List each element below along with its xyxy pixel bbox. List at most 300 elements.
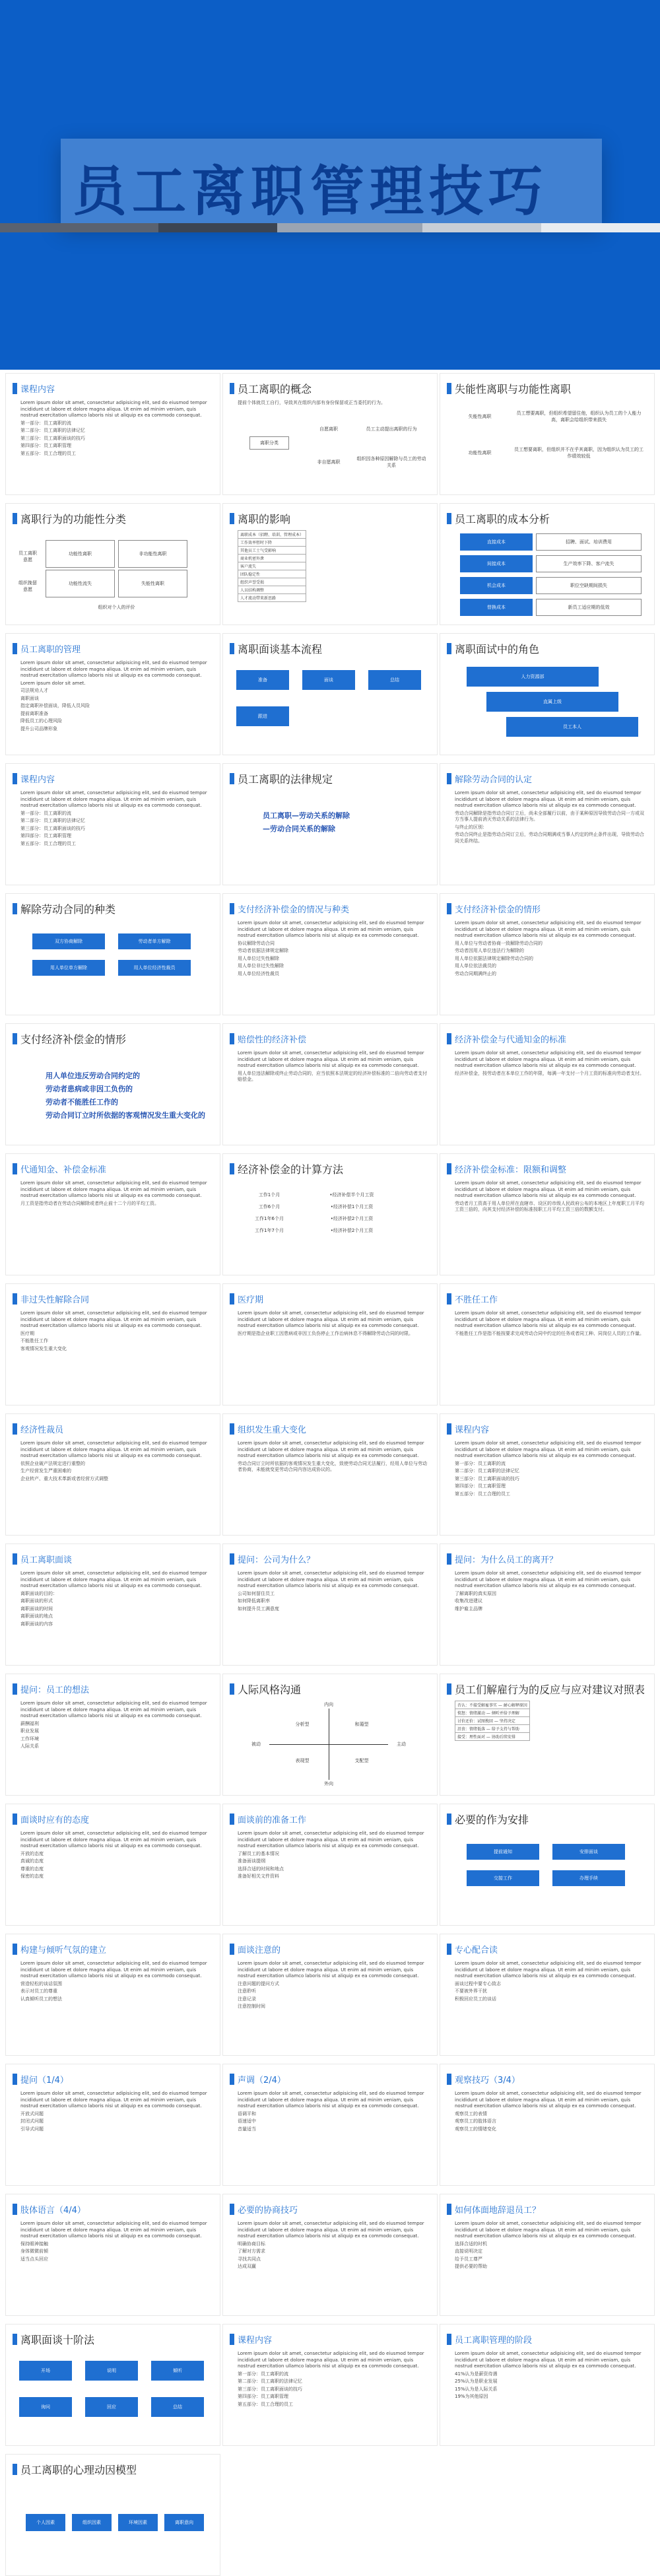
slide-title: 面谈注意的 xyxy=(238,1946,281,1955)
slide-title: 支付经济补偿金的情形 xyxy=(20,1033,127,1046)
model-box: 组织因素 xyxy=(72,2514,112,2531)
pay-label: •经济补偿1个月工资 xyxy=(330,1204,374,1209)
slide-thumbnail[interactable] xyxy=(5,1674,220,1796)
stripe-segment xyxy=(541,223,660,232)
title-marker xyxy=(230,1944,234,1955)
slide-body xyxy=(20,2091,213,2134)
lorem-paragraph: Lorem ipsum dolor sit amet, consectetur adipisicing elit, sed do eiusmod tempor incididunt ut labore et dolore magna aliqua. Ut enim ad minim veniam, quis nostrud exercitation ullamco laboris nisi ut aliquip ex ea commodo consequat. xyxy=(238,2091,424,2109)
body-line: 适当点头回应 xyxy=(20,2256,48,2262)
item-text: 员工想要离职，但组织希望留住他，组织认为员工的个人能力高，离职会给组织带来损失 xyxy=(516,411,642,423)
body-line: 开放的态度 xyxy=(20,1850,44,1856)
slide-thumbnail[interactable] xyxy=(222,373,438,495)
pay-label: •经济补偿半个月工资 xyxy=(329,1192,374,1198)
slide-thumbnail[interactable] xyxy=(440,893,655,1015)
slide-body xyxy=(238,1050,430,1085)
slide-body xyxy=(455,2351,647,2402)
body-line: 营造轻松的谈话氛围 xyxy=(20,1981,62,1986)
body-line: 第二部分：员工离职的法律记忆 xyxy=(20,428,85,433)
body-line: 人际关系 xyxy=(20,1744,39,1749)
slide-title: 如何体面地辞退员工？ xyxy=(455,2206,541,2216)
step-box: 回应 xyxy=(85,2397,138,2417)
title-marker xyxy=(447,1163,451,1174)
headline-line: 劳动者患病或非因工负伤的 xyxy=(46,1085,133,1093)
slide-thumbnail[interactable] xyxy=(440,2194,655,2316)
slide-thumbnail[interactable] xyxy=(222,503,438,625)
slide-title: 赔偿性的经济补偿 xyxy=(238,1035,307,1045)
step-box: 准备 xyxy=(236,670,289,690)
title-marker xyxy=(13,1683,17,1695)
slide-title: 离职面谈基本流程 xyxy=(238,643,323,656)
body-line: 达成双赢 xyxy=(238,2264,256,2269)
slide-body xyxy=(455,1961,647,2004)
body-line: 准备好相关文件资料 xyxy=(238,1874,279,1879)
title-marker xyxy=(447,773,451,784)
body-line: 公司如何留住员工 xyxy=(238,1590,275,1596)
body-line: 用人单位与劳动者协商一致解除劳动合同的 xyxy=(455,940,543,946)
body-line: 离职面谈的地点 xyxy=(20,1613,53,1619)
slide-title: 经济补偿金与代通知金的标准 xyxy=(455,1035,567,1045)
body-line: 第五部分：员工合理的员工 xyxy=(20,450,76,456)
body-line: 用人单位经济性裁员 xyxy=(238,970,279,976)
body-line: 降低员工的心理风险 xyxy=(20,718,62,724)
title-marker xyxy=(447,383,451,394)
slide-thumbnail[interactable] xyxy=(222,633,438,755)
lorem-paragraph: Lorem ipsum dolor sit amet, consectetur adipisicing elit, sed do eiusmod tempor incididunt ut labore et dolore magna aliqua. Ut enim ad minim veniam, quis nostrud exercitation ullamco laboris nisi ut aliquip ex ea commodo consequat. xyxy=(20,1180,207,1198)
lorem-paragraph: Lorem ipsum dolor sit amet, consectetur adipisicing elit, sed do eiusmod tempor incididunt ut labore et dolore magna aliqua. Ut enim ad minim veniam, quis nostrud exercitation ullamco laboris nisi ut aliquip ex ea commodo consequat. xyxy=(455,1310,642,1328)
body-line: 15%认为是人际关系 xyxy=(455,2386,498,2392)
stripe-segment xyxy=(0,223,158,232)
slide-thumbnail[interactable] xyxy=(222,1674,438,1796)
slide-thumbnail[interactable] xyxy=(5,1153,220,1275)
table-cell: 商业机密外泄 xyxy=(238,555,306,562)
body-line: 保密的态度 xyxy=(20,1874,44,1879)
lorem-paragraph: Lorem ipsum dolor sit amet, consectetur adipisicing elit, sed do eiusmod tempor incididunt ut labore et dolore magna aliqua. Ut enim ad minim veniam, quis nostrud exercitation ullamco laboris nisi ut aliquip ex ea commodo consequat. xyxy=(455,790,642,808)
headline-line: 用人单位违反劳动合同约定的 xyxy=(46,1071,140,1080)
slide-thumbnail[interactable] xyxy=(440,2324,655,2446)
lorem-paragraph: Lorem ipsum dolor sit amet, consectetur adipisicing elit, sed do eiusmod tempor incididunt ut labore et dolore magna aliqua. Ut enim ad minim veniam, quis nostrud exercitation ullamco laboris nisi ut aliquip ex ea commodo consequat. xyxy=(455,2221,642,2239)
slide-thumbnail[interactable] xyxy=(5,1413,220,1536)
body-line: 提前离职准备 xyxy=(20,710,48,716)
list-box: 用人单位单方解除 xyxy=(32,960,105,976)
body-line: 注意问题的提问方式 xyxy=(238,1981,279,1986)
step-box: 面谈 xyxy=(302,670,355,690)
model-box: 离职意向 xyxy=(164,2514,204,2531)
body-line: 尊重的态度 xyxy=(20,1866,44,1872)
root-node: 离职分类 xyxy=(249,436,289,450)
lorem-paragraph: Lorem ipsum dolor sit amet, consectetur adipisicing elit, sed do eiusmod tempor incididunt ut labore et dolore magna aliqua. Ut enim ad minim veniam, quis nostrud exercitation ullamco laboris nisi ut aliquip ex ea commodo consequat. xyxy=(455,1571,642,1588)
body-line: 寻找共同点 xyxy=(238,2256,261,2262)
slide-body xyxy=(20,1701,213,1751)
table-cell: 其他员工士气受影响 xyxy=(238,547,306,555)
title-marker xyxy=(13,2464,17,2475)
slide-title: 员工离职的概念 xyxy=(238,383,312,395)
body-line: 依照企业破产法规定进行重整的 xyxy=(20,1460,85,1466)
slide-thumbnail[interactable] xyxy=(5,893,220,1015)
slide-thumbnail[interactable] xyxy=(5,1804,220,1926)
body-line: 如何降低离职率 xyxy=(238,1598,270,1604)
body-line: 用人单位依据法律规定解除劳动合同的 xyxy=(455,955,533,961)
title-marker xyxy=(230,2334,234,2345)
table-row xyxy=(455,1701,530,1709)
title-marker xyxy=(230,1553,234,1565)
slide-thumbnail[interactable] xyxy=(5,763,220,885)
slide-thumbnail[interactable] xyxy=(440,763,655,885)
slide-title: 课程内容 xyxy=(238,2336,273,2346)
lorem-paragraph: Lorem ipsum dolor sit amet, consectetur adipisicing elit, sed do eiusmod tempor incididunt ut labore et dolore magna aliqua. Ut enim ad minim veniam, quis nostrud exercitation ullamco laboris nisi ut aliquip ex ea commodo consequat. xyxy=(238,1831,424,1848)
slide-title: 课程内容 xyxy=(20,385,55,395)
body-line: 如何提升员工满意度 xyxy=(238,1606,279,1611)
table-row xyxy=(238,539,306,547)
branch-note: 组织因各种原因解除与员工的劳动关系 xyxy=(356,456,426,468)
slide-body xyxy=(455,1310,647,1338)
body-line: 引导式问题 xyxy=(20,2126,44,2132)
quadrant-cell: 非功能性离职 xyxy=(118,540,187,568)
body-line: 了解离职的真实原因 xyxy=(455,1590,496,1596)
branch-note: 员工主动提出离职的行为 xyxy=(366,426,417,432)
slide-thumbnail[interactable] xyxy=(440,503,655,625)
slide-thumbnail[interactable] xyxy=(440,2064,655,2186)
slide-title: 肢体语言（4/4） xyxy=(20,2206,86,2216)
slide-thumbnail[interactable] xyxy=(5,373,220,495)
body-line: 第一部分：员工离职的流 xyxy=(20,810,71,816)
title-marker xyxy=(13,1163,17,1174)
slide-title: 课程内容 xyxy=(20,775,55,785)
slide-body xyxy=(20,1571,213,1629)
body-line: 开放式问题 xyxy=(20,2111,44,2117)
title-marker xyxy=(230,2074,234,2085)
lorem-paragraph: Lorem ipsum dolor sit amet, consectetur adipisicing elit, sed do eiusmod tempor incididunt ut labore et dolore magna aliqua. Ut enim ad minim veniam, quis nostrud exercitation ullamco laboris nisi ut aliquip ex ea commodo consequat. xyxy=(238,2221,424,2239)
years-label: 工作1个月 xyxy=(258,1192,280,1198)
lorem-paragraph: Lorem ipsum dolor sit amet, consectetur adipisicing elit, sed do eiusmod tempor incididunt ut labore et dolore magna aliqua. Ut enim ad minim veniam, quis nostrud exercitation ullamco laboris nisi ut aliquip ex ea commodo consequat. xyxy=(455,1180,642,1198)
slide-body xyxy=(455,920,647,978)
body-line: 第四部分：员工离职管理 xyxy=(238,2394,288,2399)
slide-grid xyxy=(0,370,660,2525)
quadrant-label: 表现型 xyxy=(295,1758,310,1763)
body-line: 语调平和 xyxy=(238,2111,256,2117)
slide-body xyxy=(455,790,647,846)
stripe-segment xyxy=(277,223,422,232)
body-line: 第一部分：员工离职的流 xyxy=(455,1460,506,1466)
table-cell: 愤怒：情绪激动 — 倾听并给予理解 xyxy=(455,1709,530,1717)
body-line: 离职面谈的内容 xyxy=(20,1621,53,1627)
body-line: 司法规劝人才 xyxy=(20,688,48,693)
body-line: 不能胜任工作是指不能按要求完成劳动合同中约定的任务或者同工种、同岗位人员的工作量。 xyxy=(455,1330,644,1336)
lorem-paragraph: Lorem ipsum dolor sit amet, consectetur adipisicing elit, sed do eiusmod tempor incididunt ut labore et dolore magna aliqua. Ut enim ad minim veniam, quis nostrud exercitation ullamco laboris nisi ut aliquip ex ea commodo consequat. xyxy=(20,2091,207,2109)
lorem-paragraph: Lorem ipsum dolor sit amet, consectetur adipisicing elit, sed do eiusmod tempor incididunt ut labore et dolore magna aliqua. Ut enim ad minim veniam, quis nostrud exercitation ullamco laboris nisi ut aliquip ex ea commodo consequat. xyxy=(20,790,207,808)
cost-label: 机会成本 xyxy=(460,577,533,594)
slide-thumbnail[interactable] xyxy=(440,1543,655,1666)
title-marker xyxy=(13,1944,17,1955)
slide-thumbnail[interactable] xyxy=(440,373,655,495)
slide-title: 支付经济补偿金的情况与种类 xyxy=(238,905,350,915)
lorem-paragraph: Lorem ipsum dolor sit amet, consectetur adipisicing elit, sed do eiusmod tempor incididunt ut labore et dolore magna aliqua. Ut enim ad minim veniam, quis nostrud exercitation ullamco laboris nisi ut aliquip ex ea commodo consequat. xyxy=(20,1571,207,1588)
table-row xyxy=(238,531,306,539)
body-line: 第五部分：员工合理的员工 xyxy=(238,2401,293,2407)
slide-body xyxy=(455,2221,647,2272)
role-box: 人力资源部 xyxy=(467,667,599,687)
body-line: 用人单位依法裁员的 xyxy=(455,963,496,968)
slide-body xyxy=(238,1961,430,2012)
slide-title: 员工离职面谈 xyxy=(20,1555,73,1565)
slide-title: 观察技巧（3/4） xyxy=(455,2076,520,2085)
cover-title: 员工离职管理技巧 xyxy=(73,160,548,223)
slide-title: 课程内容 xyxy=(455,1425,490,1435)
slide-body xyxy=(455,1180,647,1215)
title-marker xyxy=(447,1944,451,1955)
body-line: 注意记录 xyxy=(238,1996,256,2002)
body-line: 企业转产、重大技术革新或者经营方式调整 xyxy=(20,1475,108,1481)
slide-body xyxy=(455,1571,647,1613)
slide-title: 不胜任工作 xyxy=(455,1295,498,1305)
slide-title: 提问：员工的想法 xyxy=(20,1685,90,1695)
slide-title: 提问：为什么员工的离开？ xyxy=(455,1555,558,1565)
table-cell: 团队稳定性 xyxy=(238,570,306,578)
body-line: 第四部分：员工离职管理 xyxy=(20,833,71,838)
body-line: 直接说明决定 xyxy=(455,2249,482,2254)
slide-thumbnail[interactable] xyxy=(5,1543,220,1666)
title-marker xyxy=(13,2204,17,2215)
quadrant-cell: 功能性离职 xyxy=(46,540,115,568)
body-line: 第一部分：员工离职的流 xyxy=(20,420,71,426)
title-marker xyxy=(447,2334,451,2345)
body-line: 第四部分：员工离职管理 xyxy=(20,443,71,448)
slide-title: 员工们解雇行为的反应与应对建议对照表 xyxy=(455,1683,645,1696)
body-line: 41%认为是薪资待遇 xyxy=(455,2371,498,2377)
body-line: 第二部分：员工离职的法律记忆 xyxy=(455,1468,519,1474)
slide-title: 支付经济补偿金的情形 xyxy=(455,905,541,915)
slide-thumbnail[interactable] xyxy=(5,2324,220,2446)
slide-thumbnail[interactable] xyxy=(222,1804,438,1926)
axis-caption: 组织对个人的评价 xyxy=(98,605,135,610)
role-box: 直属上级 xyxy=(486,692,618,712)
slide-thumbnail[interactable] xyxy=(222,1543,438,1666)
lorem-paragraph: Lorem ipsum dolor sit amet, consectetur adipisicing elit, sed do eiusmod tempor incididunt ut labore et dolore magna aliqua. Ut enim ad minim veniam, quis nostrud exercitation ullamco laboris nisi ut aliquip ex ea commodo consequat. xyxy=(455,1961,642,1979)
slide-thumbnail[interactable] xyxy=(222,893,438,1015)
body-line: 用人单位违法解除或终止劳动合同的，应当依照本法规定的经济补偿标准的二倍向劳动者支付赔偿金。 xyxy=(238,1070,427,1082)
cost-label: 替换成本 xyxy=(460,599,533,616)
slide-thumbnail[interactable] xyxy=(5,2454,220,2576)
slide-body xyxy=(238,920,430,978)
slide-thumbnail[interactable] xyxy=(222,1413,438,1536)
table-row xyxy=(238,586,306,594)
model-box: 环境因素 xyxy=(118,2514,158,2531)
body-line: 劳动合同订立时所依据的客观情况发生重大变化，致使劳动合同无法履行，经用人单位与劳动者协商，未能就变更劳动合同内容达成协议的。 xyxy=(238,1460,427,1472)
lorem-paragraph: Lorem ipsum dolor sit amet, consectetur adipisicing elit, sed do eiusmod tempor incididunt ut labore et dolore magna aliqua. Ut enim ad minim veniam, quis nostrud exercitation ullamco laboris nisi ut aliquip ex ea commodo consequat. xyxy=(20,400,207,418)
body-line: 了解员工的基本情况 xyxy=(238,1850,279,1856)
table-row xyxy=(238,578,306,586)
table-cell: 客户流失 xyxy=(238,562,306,570)
slide-thumbnail[interactable] xyxy=(5,1934,220,2056)
body-line: 封闭式问题 xyxy=(20,2118,44,2124)
title-marker xyxy=(13,2074,17,2085)
slide-thumbnail[interactable] xyxy=(5,1023,220,1145)
title-marker xyxy=(230,2204,234,2215)
title-marker xyxy=(230,1813,234,1825)
axis-left: 被动 xyxy=(251,1742,261,1747)
slide-title: 解除劳动合同的认定 xyxy=(455,775,533,785)
headline-line: 员工离职—劳动关系的解除 xyxy=(263,811,350,820)
title-marker xyxy=(13,1553,17,1565)
body-line: 观察员工的情绪变化 xyxy=(455,2126,496,2132)
title-marker xyxy=(447,513,451,524)
body-line: 音量适当 xyxy=(238,2126,256,2132)
slide-thumbnail[interactable] xyxy=(222,1934,438,2056)
title-marker xyxy=(230,1033,234,1044)
body-line: 不能胜任工作 xyxy=(20,1338,48,1343)
body-line: 注意控制时间 xyxy=(238,2004,265,2009)
slide-thumbnail[interactable] xyxy=(222,2064,438,2186)
table-row xyxy=(238,594,306,602)
slide-body xyxy=(20,1831,213,1881)
slide-thumbnail[interactable] xyxy=(222,763,438,885)
title-marker xyxy=(230,773,234,784)
step-box: 询问 xyxy=(19,2397,72,2417)
slide-thumbnail[interactable] xyxy=(222,1023,438,1145)
lorem-paragraph: Lorem ipsum dolor sit amet, consectetur adipisicing elit, sed do eiusmod tempor incididunt ut labore et dolore magna aliqua. Ut enim ad minim veniam, quis nostrud exercitation ullamco laboris nisi ut aliquip ex ea commodo consequat. xyxy=(238,920,424,938)
title-marker xyxy=(447,643,451,654)
table-cell: 否认：不接受解雇事实 — 耐心解释原因 xyxy=(455,1701,530,1709)
cost-text: 招聘、面试、培训费用 xyxy=(536,533,642,551)
body-line: 医疗期 xyxy=(20,1330,34,1336)
years-label: 工作1年6个月 xyxy=(255,1216,284,1221)
slide-title: 提问（1/4） xyxy=(20,2076,69,2085)
cost-label: 直接成本 xyxy=(460,533,533,551)
lorem-paragraph: Lorem ipsum dolor sit amet, consectetur adipisicing elit, sed do eiusmod tempor incididunt ut labore et dolore magna aliqua. Ut enim ad minim veniam, quis nostrud exercitation ullamco laboris nisi ut aliquip ex ea commodo consequat. xyxy=(238,1310,424,1328)
lorem-paragraph: Lorem ipsum dolor sit amet, consectetur adipisicing elit, sed do eiusmod tempor incididunt ut labore et dolore magna aliqua. Ut enim ad minim veniam, quis nostrud exercitation ullamco laboris nisi ut aliquip ex ea commodo consequat. xyxy=(238,1050,424,1068)
table-cell: 人员结构调整 xyxy=(238,586,306,594)
slide-thumbnail[interactable] xyxy=(440,1153,655,1275)
body-line: 25%认为是职业发展 xyxy=(455,2379,498,2384)
quadrant-cell: 功能性流失 xyxy=(46,570,115,597)
slide-body xyxy=(20,1180,213,1208)
title-marker xyxy=(447,1033,451,1044)
body-line: 医疗期是指企业职工因患病或非因工负伤停止工作治病休息不得解除劳动合同的时限。 xyxy=(238,1330,413,1336)
data-table xyxy=(238,530,306,602)
title-marker xyxy=(230,383,234,394)
list-box: 提前通知 xyxy=(467,1844,539,1860)
step-box: 倾听 xyxy=(151,2361,204,2381)
body-line: 身体微微前倾 xyxy=(20,2249,48,2254)
body-line: 认真倾听员工的想法 xyxy=(20,1996,62,2002)
title-marker xyxy=(447,1423,451,1435)
slide-body xyxy=(455,1050,647,1078)
axis-bottom: 外向 xyxy=(324,1781,333,1786)
title-marker xyxy=(13,1293,17,1305)
body-line: 劳动者月工资高于用人单位所在直辖市、设区的市级人民政府公布的本地区上年度职工月平均工资三倍的，向其支付经济补偿的标准按职工月平均工资三倍的数额支付。 xyxy=(455,1200,644,1212)
step-box: 总结 xyxy=(368,670,421,690)
title-marker xyxy=(230,513,234,524)
title-marker xyxy=(230,1423,234,1435)
slide-thumbnail[interactable] xyxy=(222,1153,438,1275)
table-cell: 接受：理性面对 — 协助后续安排 xyxy=(455,1733,530,1741)
table-cell: 讨价还价：试图挽回 — 坚持决定 xyxy=(455,1717,530,1725)
quadrant-label: 和蔼型 xyxy=(354,1722,369,1727)
slide-thumbnail[interactable] xyxy=(5,503,220,625)
body-line: 明确协商目标 xyxy=(238,2241,265,2247)
title-marker xyxy=(230,903,234,914)
slide-body xyxy=(238,2351,430,2409)
list-box: 劳动者单方解除 xyxy=(118,933,191,949)
slide-title: 失能性离职与功能性离职 xyxy=(455,383,572,395)
slide-thumbnail[interactable] xyxy=(440,1934,655,2056)
body-line: 劳动合同解除是指劳动合同订立后，尚未全部履行以前，由于某种原因导致劳动合同一方或双方当事人提前消灭劳动关系的法律行为。 xyxy=(455,810,644,822)
lorem-paragraph: Lorem ipsum dolor sit amet, consectetur adipisicing elit, sed do eiusmod tempor incididunt ut labore et dolore magna aliqua. Ut enim ad minim veniam, quis nostrud exercitation ullamco laboris nisi ut aliquip ex ea commodo consequat. xyxy=(20,1831,207,1848)
slide-title: 提问：公司为什么？ xyxy=(238,1555,315,1565)
slide-thumbnail[interactable] xyxy=(5,633,220,755)
body-line: 了解对方需求 xyxy=(238,2249,265,2254)
list-box: 双方协商解除 xyxy=(32,933,105,949)
lorem-paragraph: Lorem ipsum dolor sit amet, consectetur adipisicing elit, sed do eiusmod tempor incididunt ut labore et dolore magna aliqua. Ut enim ad minim veniam, quis nostrud exercitation ullamco laboris nisi ut aliquip ex ea commodo consequat. xyxy=(20,1701,207,1718)
lorem-paragraph: Lorem ipsum dolor sit amet, consectetur adipisicing elit, sed do eiusmod tempor incididunt ut labore et dolore magna aliqua. Ut enim ad minim veniam, quis nostrud exercitation ullamco laboris nisi ut aliquip ex ea commodo consequat. xyxy=(238,1571,424,1588)
axis-label: 员工离职意愿 xyxy=(18,551,37,562)
slide-thumbnail[interactable] xyxy=(222,1283,438,1406)
slide-thumbnail[interactable] xyxy=(440,1283,655,1406)
body-line: 第二部分：员工离职的法律记忆 xyxy=(20,818,85,823)
body-line: 选择合适的时间和地点 xyxy=(238,1866,284,1872)
quadrant-label: 支配型 xyxy=(354,1758,369,1763)
quadrant-cell: 失能性离职 xyxy=(118,570,187,597)
step-box: 跟进 xyxy=(236,706,289,726)
slide-title: 声调（2/4） xyxy=(238,2076,286,2085)
body-line: 月工资是指劳动者在劳动合同解除或者终止前十二个月的平均工资。 xyxy=(20,1200,159,1206)
body-line: 用人单位过失性解除 xyxy=(238,955,279,961)
slide-title: 代通知金、补偿金标准 xyxy=(20,1165,107,1175)
slide-thumbnail[interactable] xyxy=(440,1674,655,1796)
table-row xyxy=(238,570,306,578)
lorem-paragraph: Lorem ipsum dolor sit amet, consectetur adipisicing elit, sed do eiusmod tempor incididunt ut labore et dolore magna aliqua. Ut enim ad minim veniam, quis nostrud exercitation ullamco laboris nisi ut aliquip ex ea commodo consequat. xyxy=(20,1441,207,1458)
axis-right: 主动 xyxy=(397,1742,406,1747)
table-row xyxy=(238,547,306,555)
lorem-paragraph: Lorem ipsum dolor sit amet, consectetur adipisicing elit, sed do eiusmod tempor incididunt ut labore et dolore magna aliqua. Ut enim ad minim veniam, quis nostrud exercitation ullamco laboris nisi ut aliquip ex ea commodo consequat. xyxy=(20,2221,207,2239)
slide-thumbnail[interactable] xyxy=(5,1283,220,1406)
lorem-paragraph: Lorem ipsum dolor sit amet, consectetur adipisicing elit, sed do eiusmod tempor incididunt ut labore et dolore magna aliqua. Ut enim ad minim veniam, quis nostrud exercitation ullamco laboris nisi ut aliquip ex ea commodo consequat. xyxy=(20,1961,207,1979)
lorem-paragraph: Lorem ipsum dolor sit amet, consectetur adipisicing elit, sed do eiusmod tempor incididunt ut labore et dolore magna aliqua. Ut enim ad minim veniam, quis nostrud exercitation ullamco laboris nisi ut aliquip ex ea commodo consequat. xyxy=(455,1441,642,1458)
slide-thumbnail[interactable] xyxy=(5,2064,220,2186)
slide-title: 员工离职的法律规定 xyxy=(238,773,333,786)
slide-thumbnail[interactable] xyxy=(222,2324,438,2446)
slide-title: 员工离职的管理 xyxy=(20,645,81,655)
slide-body xyxy=(20,1441,213,1483)
table-cell: 工作效率暂时下降 xyxy=(238,539,306,547)
slide-title: 非过失性解除合同 xyxy=(20,1295,90,1305)
slide-thumbnail[interactable] xyxy=(440,1023,655,1145)
slide-thumbnail[interactable] xyxy=(5,2194,220,2316)
slide-thumbnail[interactable] xyxy=(440,633,655,755)
body-line: 劳动者因用人单位违法行为解除的 xyxy=(455,948,524,953)
cost-text: 职位空缺期间损失 xyxy=(536,577,642,594)
slide-title: 员工离职的心理动因模型 xyxy=(20,2464,137,2476)
table-cell: 组织声誉受损 xyxy=(238,578,306,586)
branch-node: 非自愿离职 xyxy=(317,459,341,465)
body-line: 提升公司品牌形象 xyxy=(20,726,57,731)
body-line: 真诚的态度 xyxy=(20,1858,44,1864)
table-cell: 人才流动带来新思路 xyxy=(238,594,306,602)
slide-thumbnail[interactable] xyxy=(440,1413,655,1536)
branch-node: 自愿离职 xyxy=(319,426,338,432)
body-line: 观察员工的表情 xyxy=(455,2111,487,2117)
data-table xyxy=(455,1701,530,1741)
lorem-paragraph: Lorem ipsum dolor sit amet, consectetur adipisicing elit, sed do eiusmod tempor incididunt ut labore et dolore magna aliqua. Ut enim ad minim veniam, quis nostrud exercitation ullamco laboris nisi ut aliquip ex ea commodo consequat. xyxy=(20,1310,207,1328)
slide-title: 经济补偿金的计算方法 xyxy=(238,1163,344,1176)
body-line: 第三部分：员工离职面谈的技巧 xyxy=(455,1475,519,1481)
cover-stripe xyxy=(0,223,660,232)
slide-body xyxy=(20,2221,213,2264)
list-box: 办理手续 xyxy=(552,1870,625,1886)
slide-thumbnail[interactable] xyxy=(222,2194,438,2316)
body-line: Lorem ipsum dolor sit amet. xyxy=(20,680,86,686)
slide-body xyxy=(20,1961,213,2004)
slide-thumbnail[interactable] xyxy=(440,1804,655,1926)
